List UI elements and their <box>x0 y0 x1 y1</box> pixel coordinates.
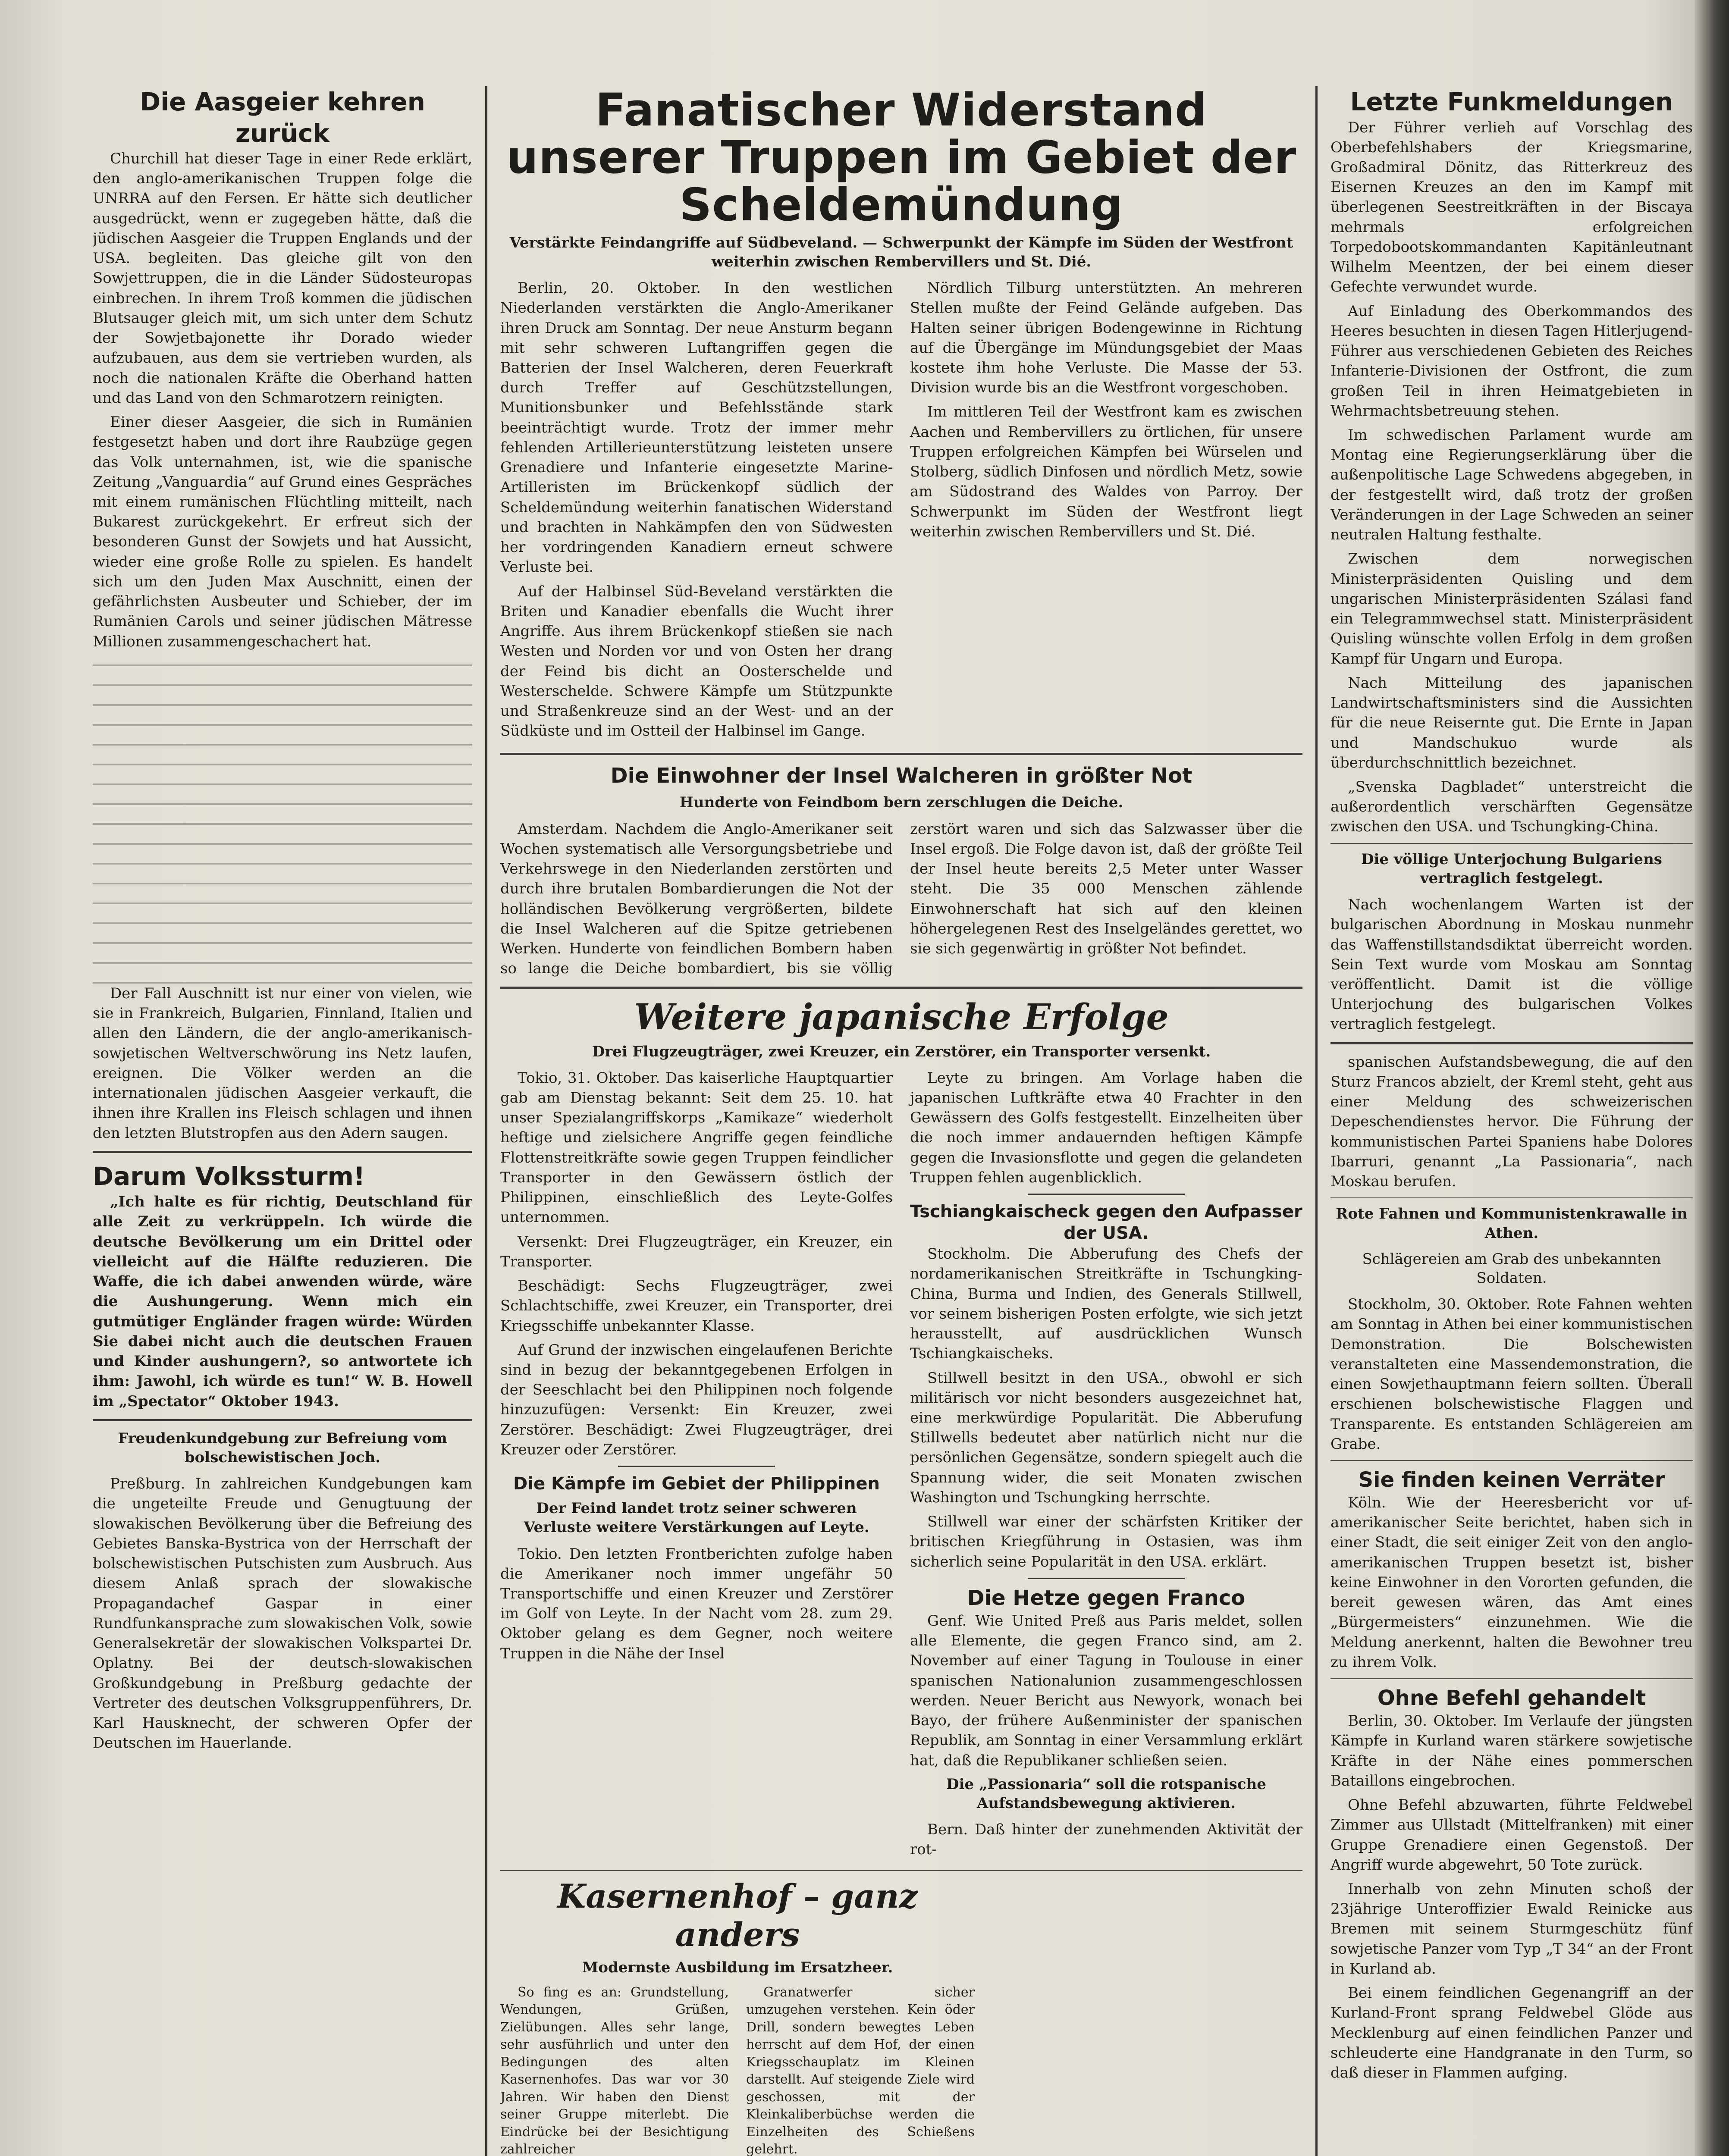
column-rule <box>485 86 487 2156</box>
paragraph: Leyte zu bringen. Am Vorlage haben die japanischen Luftkräfte etwa 40 Frachter in den Gewässern des Golfs festgestellt. Einzelheiten über die noch immer andauernden heftigen Kämpfe gegen die Invasionsflotte und gegen die gelandeten Truppen fehlen augenblicklich. <box>910 1069 1302 1186</box>
article-deck: Die „Passionaria“ soll die rotspanische Aufstandsbewegung aktivieren. <box>946 1775 1266 1812</box>
paragraph: Auf der Halbinsel Süd-Beveland verstärkten die Briten und Kanadier ebenfalls die Wucht ihrer Angriffe. Aus ihrem Brückenkopf stießen sie nach Westen und Norden vor und von Osten her drang der Feind bis dicht an Oosterschelde und Westerschelde. Schwere Kämpfe um Stützpunkte und Straßenkreuze sind an der West- und an der Südküste und im Ostteil der Halbinsel im Gange. <box>500 583 893 740</box>
paragraph: Nach Mitteilung des japanischen Landwirtschaftsministers sind die Aussichten für die neue Reisernte gut. Die Ernte in Japan und Mandschukuo wurde als überdurchschnittlich bezeichnet. <box>1330 674 1693 771</box>
section-rule <box>500 753 1302 755</box>
paragraph: „Svenska Dagbladet“ unterstreicht die außerordentlich verschärften Gegensätze zwischen den USA. und Tschungking-China. <box>1330 778 1693 836</box>
paragraph: Bei einem feindlichen Gegenangriff an der Kurland-Front sprang Feldwebel Glöde aus Mecklenburg auf einen feindlichen Panzer und schleuderte eine Handgranate in den Turm, so daß dieser in Flammen aufging. <box>1330 1984 1693 2082</box>
page-edge-shadow <box>1694 0 1729 2156</box>
paragraph: Berlin, 20. Oktober. In den westlichen Niederlanden verstärkten die Anglo-Amerikaner ihren Druck am Sonntag. Der neue Ansturm begann mit sehr schweren Luftangriffen gegen die Batterien der Insel Walcheren, deren Feuerkraft durch Treffer auf Geschützstellungen, Munitionsbunker und Befehlsstände stark beeinträchtigt wurde. Trotz der immer mehr fehlenden Artillerieunterstützung leisteten unsere Grenadiere und Infanterie eingesetzte Marine-Artilleristen im Brückenkopf südlich der Scheldemündung weiterhin fanatischen Widerstand und brachten in Nahkämpfen den von Südwesten her vordringenden Kanadiern erneut schwere Verluste bei. <box>500 279 893 576</box>
center-section <box>500 86 1302 2156</box>
divider <box>1330 1460 1693 1461</box>
paragraph: Nördlich Tilburg unterstützten. An mehreren Stellen mußte der Feind Gelände aufgeben. Das Halten seiner übrigen Bodengewinne in Richtung auf die Übergänge im Mündungsgebiet der Maas kostete ihm hohe Verluste. Die Masse der 53. Division wurde bis an die Westfront vorgeschoben. <box>910 279 1302 397</box>
headline-deck: Verstärkte Feindangriffe auf Südbeveland. — Schwerpunkt der Kämpfe im Süden der Westfront weiterhin zwischen Rembervillers und St. Dié. <box>509 234 1293 270</box>
paragraph: Auf Grund der inzwischen eingelaufenen Berichte sind in bezug der bekanntgegebenen Erfolgen in der Seeschlacht bei den Philippinen noch folgende hinzuzufügen: Versenkt: Ein Kreuzer, zwei Zerstörer. Beschädigt: Zwei Flugzeugträger, drei Kreuzer oder Zerstörer. <box>500 1341 893 1458</box>
paragraph: Stockholm, 30. Oktober. Rote Fahnen wehten am Sonntag in Athen bei einer kommunistischen Demonstration. Die Bolschewisten veranstalteten eine Massendemonstration, die einen Sowjethauptmann feiern sollten. Überall erschienen bolschewistische Flaggen und Transparente. Es entstanden Schlägereien am Grabe. <box>1330 1296 1693 1453</box>
paragraph: Stockholm. Die Abberufung des Chefs der nordamerikanischen Streitkräfte in Tschungking-China, Burma und Indien, des Generals Stillwell, vor seinem bisherigen Posten erfolgte, wie sich jetzt herausstellt, auf ausdrücklichen Wunsch Tschiangkaischeks. <box>910 1245 1302 1363</box>
article-title: Die völlige Unterjochung Bulgariens vertraglich festgelegt. <box>1361 850 1662 887</box>
paragraph: Tokio. Den letzten Frontberichten zufolge haben die Amerikaner noch immer ungefähr 50 Transportschiffe und einen Kreuzer und Zerstörer im Golf von Leyte. In der Nacht vom 28. zum 29. Oktober gelang es dem Gegner, noch weitere Truppen in die Nähe der Insel <box>500 1545 893 1662</box>
paragraph: Stillwell war einer der schärfsten Kritiker der britischen Kriegführung in Ostasien, was ihm sicherlich seine Popularität in den USA. erklärt. <box>910 1513 1302 1570</box>
kaserne-article <box>500 1877 975 2156</box>
paragraph: Im mittleren Teil der Westfront kam es zwischen Aachen und Rembervillers zu örtlichen, für unsere Truppen erfolgreichen Kämpfen bei Würselen und Stolberg, südlich Dinfosen und nördlich Metz, sowie am Südostrand des Waldes von Parroy. Der Schwerpunkt im Süden der Westfront liegt weiterhin zwischen Rembervillers und St. Dié. <box>910 403 1302 540</box>
article-title: Freudenkundgebung zur Befreiung vom bolschewistischen Joch. <box>118 1429 447 1466</box>
paragraph: Zwischen dem norwegischen Ministerpräsidenten Quisling und dem ungarischen Ministerpräsidenten Szálasi fand ein Telegrammwechsel statt. Ministerpräsident Quisling wünschte vollen Erfolg in dem großen Kampf für Ungarn und Europa. <box>1330 550 1693 667</box>
article-deck: Schlägereien am Grab des unbekannten Soldaten. <box>1362 1250 1661 1287</box>
divider <box>1330 843 1693 844</box>
quote-text: „Ich halte es für richtig, Deutschland für alle Zeit zu verkrüppeln. Ich würde die deutsche Bevölkerung um ein Drittel oder vielleicht auf die Hälfte reduzieren. Die Waffe, die ich dabei anwenden würde, wäre die Aushungerung. Wenn mich ein gutmütiger Engländer fragen würde: Würden Sie dabei nicht auch die deutschen Frauen und Kinder aushungern?, so antwortete ich ihm: Jawohl, ich würde es tun!“ W. B. Howell im „Spectator“ Oktober 1943. <box>93 1193 472 1410</box>
article-title: Ohne Befehl gehandelt <box>1377 1686 1646 1711</box>
text-continuation <box>93 656 472 984</box>
column-rule <box>1315 86 1318 2156</box>
section-rule <box>93 1419 472 1421</box>
section-rule <box>500 1870 1302 1871</box>
article-deck: Drei Flugzeugträger, zwei Kreuzer, ein Zerstörer, ein Transporter versenkt. <box>592 1043 1211 1060</box>
paragraph: Beschädigt: Sechs Flugzeugträger, zwei Schlachtschiffe, zwei Kreuzer, ein Transporter, drei Kriegsschiffe unbekannter Klasse. <box>500 1277 893 1335</box>
article-title: Die Hetze gegen Franco <box>967 1586 1246 1610</box>
article-title: Die Einwohner der Insel Walcheren in größter Not <box>610 764 1192 788</box>
paragraph: Granatwerfer sicher umzugehen verstehen. Kein öder Drill, sondern bewegtes Leben herrscht auf dem Hof, der einen Kriegsschauplatz im Kleinen darstellt. Auf steigende Ziele wird geschossen, mit der Kleinkaliberbüchse werden die Einzelheiten des Schießens gelehrt. <box>746 1984 975 2156</box>
article-deck: Hunderte von Feindbom bern zerschlugen die Deiche. <box>679 794 1123 812</box>
japan-article <box>500 1068 1302 1864</box>
article-title: Kasernenhof – ganz anders <box>557 1877 918 1954</box>
article-title: Weitere japanische Erfolge <box>634 996 1169 1038</box>
article-title: Rote Fahnen und Kommunistenkrawalle in Athen. <box>1336 1205 1688 1242</box>
left-column <box>93 86 472 2156</box>
quote-box <box>93 1192 472 1411</box>
article-title: Darum Volkssturm! <box>93 1161 365 1191</box>
paragraph: Genf. Wie United Preß aus Paris meldet, sollen alle Elemente, die gegen Franco sind, am 2. November auf einer Tagung in Toulouse in einer spanischen Nationalunion zusammengeschlossen werden. Neuer Bericht aus Newyork, wonach bei Bayo, der frühere Außenminister der spanischen Republik, am Sonntag in einer Versammlung erklärt hat, daß die Republikaner schließen seien. <box>910 1612 1302 1769</box>
article-title: Tschiangkaischeck gegen den Aufpasser der USA. <box>910 1202 1302 1244</box>
paragraph: Auf Einladung des Oberkommandos des Heeres besuchten in diesen Tagen Hitlerjugend-Führer aus verschiedenen Gebieten des Reiches Infanterie-Divisionen der Ostfront, die zum großen Teil in ihren Heimatgebieten in Wehrmachtsbetreuung stehen. <box>1330 302 1693 420</box>
divider <box>1330 1678 1693 1679</box>
divider <box>1028 1578 1185 1579</box>
paragraph: Im schwedischen Parlament wurde am Montag eine Regierungserklärung über die außenpolitische Lage Schwedens abgegeben, in der festgestellt wird, daß trotz der großen Veränderungen in der Lage Schweden an seiner neutralen Haltung festhalte. <box>1330 426 1693 544</box>
paragraph: Ohne Befehl abzuwarten, führte Feldwebel Zimmer aus Ullstadt (Mittelfranken) mit einer Gruppe Grenadiere einen Gegenstoß. Der Angriff wurde abgewehrt, 50 Tote zurück. <box>1330 1796 1693 1874</box>
paragraph: Der Führer verlieh auf Vorschlag des Oberbefehlshabers der Kriegsmarine, Großadmiral Dönitz, das Ritterkreuz des Eisernen Kreuzes an den im Kampf mit überlegenen Seestreitkräften in der Biscaya mehrmals erfolgreichen Torpedobootskommandanten Kapitänleutnant Wilhelm Meentzen, der bei einem dieser Gefechte verwundet wurde. <box>1330 119 1693 296</box>
article-title: Die Aasgeier kehren zurück <box>140 87 425 148</box>
paragraph: Berlin, 30. Oktober. Im Verlaufe der jüngsten Kämpfe in Kurland waren stärkere sowjetische Kräfte in der Nähe eines pommerschen Bataillons eingebrochen. <box>1330 1712 1693 1789</box>
divider <box>1028 1194 1185 1195</box>
article-deck: Der Feind landet trotz seiner schweren Verluste weitere Verstärkungen auf Leyte. <box>524 1500 869 1536</box>
paragraph: Innerhalb von zehn Minuten schoß der 23jährige Unteroffizier Ewald Reinicke aus Bremen mit seinem Sturmgeschütz fünf sowjetische Panzer vom Typ „T 34“ an der Front in Kurland ab. <box>1330 1880 1693 1977</box>
divider <box>618 1466 775 1467</box>
section-rule <box>1330 1042 1693 1044</box>
divider <box>1330 1197 1693 1198</box>
article-title: Die Kämpfe im Gebiet der Philippinen <box>513 1474 880 1494</box>
section-rule <box>500 987 1302 989</box>
paragraph: Bern. Daß hinter der zunehmenden Aktivität der rot- <box>910 1821 1302 1858</box>
section-rule <box>93 1151 472 1153</box>
paragraph: Churchill hat dieser Tage in einer Rede erklärt, den anglo-amerikanischen Truppen folge die UNRRA auf den Fersen. Er hätte sich deutlicher ausgedrückt, wenn er zugegeben hätte, daß die jüdischen Aasgeier die Truppen Englands und der USA. begleiten. Das gleiche gilt von den Sowjettruppen, die in die Länder Südosteuropas einbrechen. In ihrem Troß kommen die jüdischen Blutsauger gleich mit, um sich unter dem Schutz der Sowjetbajonette ihr Dorado wieder aufzubauen, aus dem sie vertrieben wurden, als noch die nationalen Kräfte die Oberhand hatten und das Land von den Schmarotzern reinigten. <box>93 150 472 407</box>
paragraph: Nach wochenlangem Warten ist der bulgarischen Abordnung in Moskau nunmehr das Waffenstillstandsdiktat überreicht worden. Sein Text wurde vom Moskau am Sonntag veröffentlicht. Damit ist die völlige Unterjochung des bulgarischen Volkes vertraglich festgelegt. <box>1330 896 1693 1033</box>
article-title: Sie finden keinen Verräter <box>1358 1467 1665 1492</box>
paragraph: Versenkt: Drei Flugzeugträger, ein Kreuzer, ein Transporter. <box>500 1233 893 1270</box>
main-article-body <box>500 278 1302 745</box>
paragraph: Tokio, 31. Oktober. Das kaiserliche Hauptquartier gab am Dienstag bekannt: Seit dem 25. 10. hat unser Spezialangriffskorps „Kamikaze“ wiederholt heftige und zielsichere Angriffe gegen feindliche Flottenstreitkräfte sowie gegen Truppen feindlicher Transporter in den Gewässern östlich der Philippinen, einschließlich des Leyte-Golfes unternommen. <box>500 1069 893 1226</box>
paragraph: Köln. Wie der Heeresbericht vor uf-amerikanischer Seite berichtet, haben sich in einer Stadt, die seit einiger Zeit von den anglo-amerikanischen Truppen besetzt ist, bisher keine Einwohner in den Vororten gefunden, die bereit gewesen wären, das Amt eines „Bürgermeisters“ einzunehmen. Wie die Meldung anerkennt, halten die Bewohner treu zu ihrem Volk. <box>1330 1494 1693 1671</box>
paragraph: Preßburg. In zahlreichen Kundgebungen kam die ungeteilte Freude und Genugtuung der slowakischen Bevölkerung über die Befreiung des Gebietes Banska-Bystrica von der Herrschaft der bolschewistischen Putschisten zum Ausbruch. Aus diesem Anlaß sprach der slowakische Propagandachef Gaspar in einer Rundfunkansprache zum slowakischen Volk, sowie Generalsekretär der slowakischen Volkspartei Dr. Oplatny. Bei der deutsch-slowakischen Großkundgebung in Preßburg gedachte der Vertreter des deutschen Volksgruppenführers, Dr. Karl Hausknecht, der schweren Opfer der Deutschen im Hauerlande. <box>93 1475 472 1752</box>
article-title: Letzte Funkmeldungen <box>1350 87 1673 116</box>
paragraph: Der Fall Auschnitt ist nur einer von vielen, wie sie in Frankreich, Bulgarien, Finnland, Italien und allen den Ländern, die der anglo-amerikanisch-sowjetischen Weltverschwörung ins Netz laufen, ereignen. Die Völker werden an die internationalen jüdischen Aasgeier verkauft, die ihnen ihre Krallen ins Fleisch schlagen und ihnen den letzten Blutstropfen aus den Adern saugen. <box>93 984 472 1142</box>
article-deck: Modernste Ausbildung im Ersatzheer. <box>582 1959 893 1976</box>
right-column <box>1330 86 1693 2156</box>
paragraph: Einer dieser Aasgeier, die sich in Rumänien festgesetzt haben und dort ihre Raubzüge gegen das Volk unternahmen, ist, wie die spanische Zeitung „Vanguardia“ auf Grund eines Gespräches mit einem rumänischen Flüchtling mitteilt, nach Bukarest zurückgekehrt. Er erfreut sich der besonderen Gunst der Sowjets und hat Aussicht, wieder eine große Rolle zu spielen. Es handelt sich um den Juden Max Auschnitt, einen der gefährlichsten Ausbeuter und Schieber, der im Rumänien Carols und seiner jüdischen Mätresse Millionen zusammengeschachert hat. <box>93 414 472 650</box>
paragraph: So fing es an: Grundstellung, Wendungen, Grüßen, Zielübungen. Alles sehr lange, sehr ausführlich und unter den Bedingungen des alten Kasernenhofes. Das war vor 30 Jahren. Wir haben den Dienst seiner Gruppe miterlebt. Die Eindrücke bei der Besichtigung zahlreicher <box>500 1984 729 2156</box>
paragraph: Amsterdam. Nachdem die Anglo-Amerikaner seit Wochen systematisch alle Versorgungsbetriebe und Verkehrswege in den Niederlanden zerstörten und durch ihre brutalen Bombardierungen die Not der holländischen Bevölkerung vergrößerten, bildete die Insel Walcheren auf die Spitze getriebenen Werken. Hunderte von feindlichen Bombern haben so lange die Deiche bombardiert, bis sie völlig zerstört waren und sich das Salzwasser über die Insel ergoß. Die Folge davon ist, daß der größte Teil der Insel heute bereits 2,5 Meter unter Wasser steht. Die 35 000 Menschen zählende Einwohnerschaft hat sich auf den kleinen höhergelegenen Rest des Inselgeländes gerettet, wo sie sich gegenwärtig in größter Not befindet. <box>500 820 1302 978</box>
paragraph: spanischen Aufstandsbewegung, die auf den Sturz Francos abzielt, der Kreml steht, geht aus einer Meldung des schweizerischen Depeschendienstes hervor. Die Führung der kommunistischen Partei Spaniens habe Dolores Ibarruri, genannt „La Passionaria“, nach Moskau berufen. <box>1330 1053 1693 1191</box>
paragraph: Stillwell besitzt in den USA., obwohl er sich militärisch vor nicht besonders ausgezeichnet hat, eine merkwürdige Popularität. Die Abberufung Stillwells bedeutet aber natürlich nicht nur die persönlichen Gegensätze, sondern spiegelt auch die Spannung wider, die seit Monaten zwischen Washington und Tschungking herrschte. <box>910 1369 1302 1506</box>
article-body <box>93 149 472 1143</box>
headline: Fanatischer Widerstand unserer Truppen im Gebiet der Scheldemündung <box>506 86 1297 232</box>
